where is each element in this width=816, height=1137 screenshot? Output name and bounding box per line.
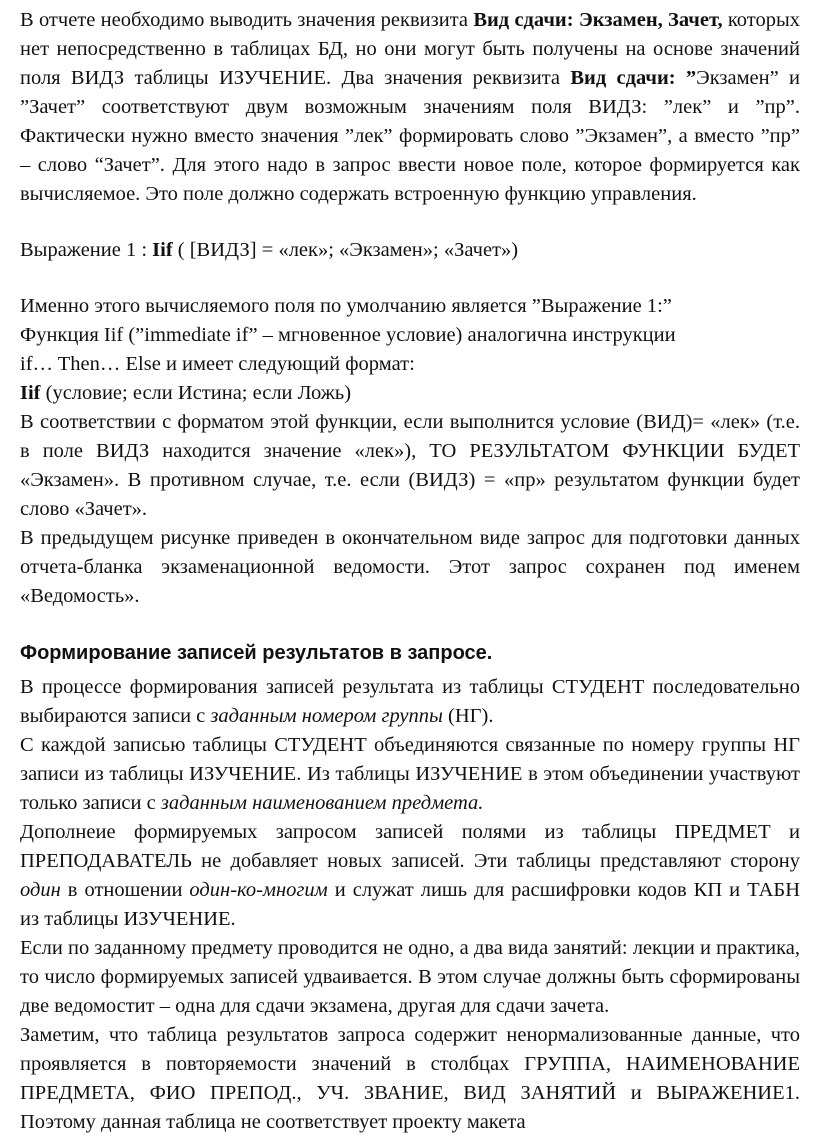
text: Дополнеие формируемых запросом записей полями из таблицы ПРЕДМЕТ и ПРЕПОДАВАТЕЛЬ не добавляет новых записей. Эти таблицы представляют сторону — [20, 821, 800, 872]
italic-term: один-ко-многим — [189, 879, 328, 901]
text: В отчете необходимо выводить значения реквизита — [20, 9, 474, 31]
section-paragraph: Если по заданному предмету проводится не одно, а два вида занятий: лекции и практика, то число формируемых записей удваивается. В этом случае должны быть сформированы две ведомостит – одна для сдачи экзамена, другая для сдачи зачета. — [20, 937, 800, 1017]
italic-term: заданным наименованием предмета. — [160, 792, 484, 814]
section-paragraph — [20, 673, 800, 731]
text: (условие; если Истина; если Ложь) — [40, 382, 352, 404]
text: Экзамен” и ”Зачет” соответствуют двум возможным значениям поля ВИДЗ: ”лек” и ”пр”. Фактически нужно вместо значения ”лек” формировать слово ”Экзамен”, а вместо ”пр” – слово “Зачет”. Для этого надо в запрос ввести новое поле, которое формируется как вычисляемое. Это поле должно содержать встроенную функцию управления. — [20, 67, 800, 205]
spacer — [20, 209, 800, 236]
italic-term: заданным номером группы — [210, 705, 443, 727]
bold-term: Iif — [152, 239, 173, 261]
intro-paragraph — [20, 6, 800, 209]
section-paragraph: Заметим, что таблица результатов запроса содержит ненормализованные данные, что проявляется в повторяемости значений в столбцах ГРУППА, НАИМЕНОВАНИЕ ПРЕДМЕТА, ФИО ПРЕПОД., УЧ. ЗВАНИЕ, ВИД ЗАНЯТИЙ и ВЫРАЖЕНИЕ1. Поэтому данная таблица не соответствует проекту макета — [20, 1024, 800, 1133]
text: которых нет непосредственно в таблицах БД, но они могут быть получены на основе значений поля ВИДЗ таблицы ИЗУЧЕНИЕ. Два значения реквизита — [20, 9, 800, 89]
bold-term: Iif — [20, 382, 41, 404]
format-line — [20, 379, 800, 408]
italic-term: один — [20, 879, 61, 901]
query-paragraph: В предыдущем рисунке приведен в окончательном виде запрос для подготовки данных отчета-бланка экзаменационной ведомости. Этот запрос сохранен под именем «Ведомость». — [20, 527, 800, 607]
spacer — [20, 265, 800, 292]
condition-paragraph: В соответствии с форматом этой функции, если выполнится условие (ВИД)= «лек» (т.е. в поле ВИДЗ находится значение «лек»), ТО РЕЗУЛЬТАТОМ ФУНКЦИИ БУДЕТ «Экзамен». В противном случае, т.е. если (ВИДЗ) = «пр» результатом функции будет слово «Зачет». — [20, 411, 800, 520]
expression-line — [20, 236, 800, 265]
text: в отношении — [60, 879, 190, 901]
spacer — [20, 611, 800, 633]
document-page — [20, 6, 800, 1137]
section-paragraph — [20, 731, 800, 818]
text: Выражение 1 : — [20, 239, 153, 261]
text: (НГ). — [442, 705, 494, 727]
bold-term: Вид сдачи: Экзамен, Зачет, — [473, 9, 723, 31]
section-paragraph — [20, 818, 800, 934]
text: С каждой записью таблицы СТУДЕНТ объединяются связанные по номеру группы НГ записи из таблицы ИЗУЧЕНИЕ. Из таблицы ИЗУЧЕНИЕ в этом объединении участвуют только записи с — [20, 734, 800, 814]
text: и служат лишь для расшифровки кодов КП и ТАБН из таблицы ИЗУЧЕНИЕ. — [20, 879, 800, 930]
line: Именно этого вычисляемого поля по умолчанию является ”Выражение 1:” — [20, 295, 672, 317]
bold-term: Вид сдачи: ” — [570, 67, 697, 89]
section-heading: Формирование записей результатов в запросе. — [20, 642, 493, 664]
text: В процессе формирования записей результата из таблицы СТУДЕНТ последовательно выбираются записи с — [20, 676, 800, 727]
text: ( [ВИДЗ] = «лек»; «Экзамен»; «Зачет») — [172, 239, 519, 261]
line: if… Then… Else и имеет следующий формат: — [20, 353, 415, 375]
line: Функция Iif (”immediate if” – мгновенное условие) аналогична инструкции — [20, 324, 676, 346]
